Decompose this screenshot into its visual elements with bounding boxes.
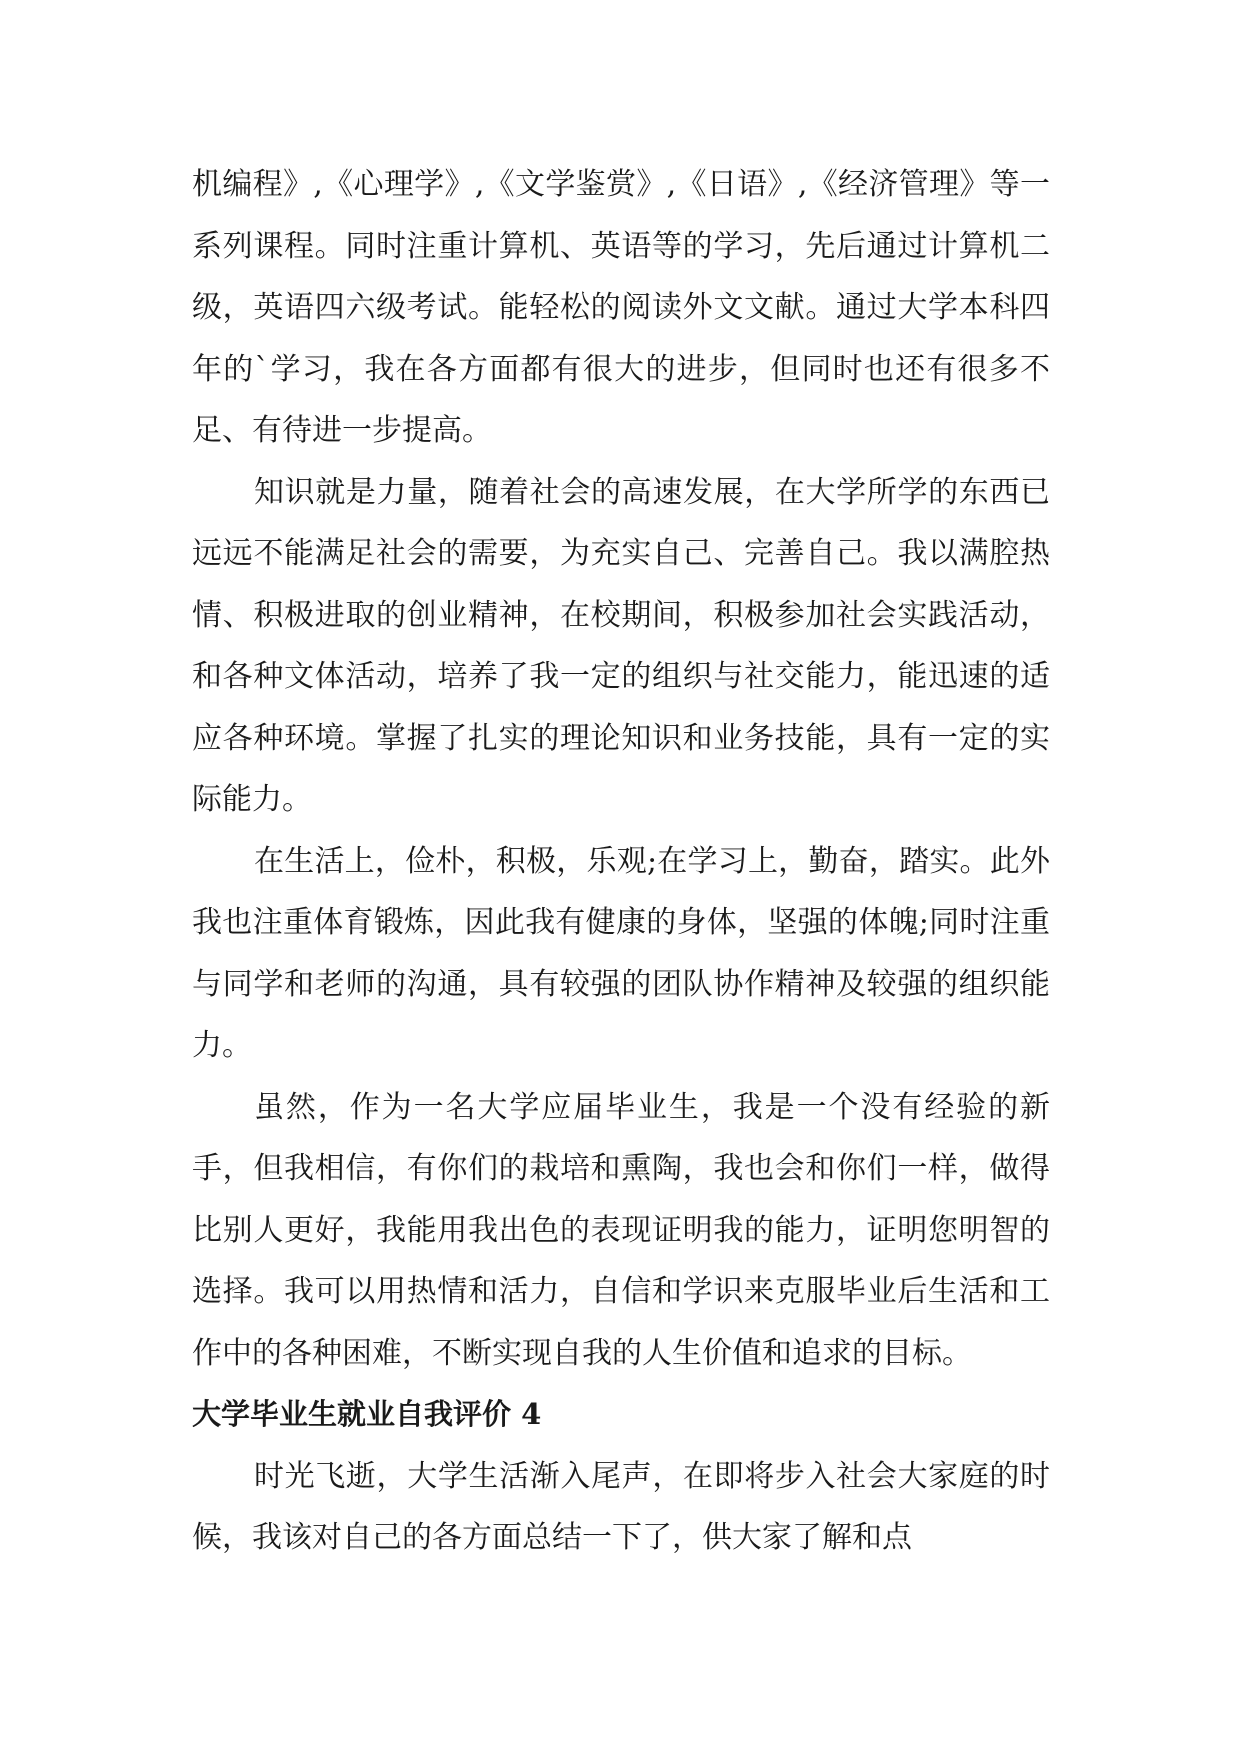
paragraph-graduate: 虽然，作为一名大学应届毕业生，我是一个没有经验的新手，但我相信，有你们的栽培和熏陶，我也会和你们一样，做得比别人更好，我能用我出色的表现证明我的能力，证明您明智的选择。我可以用热情和活力，自信和学识来克服毕业后生活和工作中的各种困难，不断实现自我的人生价值和追求的目标。 [192, 1089, 1050, 1371]
paragraph-knowledge: 知识就是力量，随着社会的高速发展，在大学所学的东西已远远不能满足社会的需要，为充实自己、完善自己。我以满腔热情、积极进取的创业精神，在校期间，积极参加社会实践活动，和各种文体活动，培养了我一定的组织与社交能力，能迅速的适应各种环境。掌握了扎实的理论知识和业务技能，具有一定的实际能力。 [192, 474, 1050, 817]
section-heading: 大学毕业生就业自我评价 4 [192, 1397, 542, 1431]
paragraph-life: 在生活上，俭朴，积极，乐观;在学习上，勤奋，踏实。此外我也注重体育锻炼，因此我有健康的身体，坚强的体魄;同时注重与同学和老师的沟通，具有较强的团队协作精神及较强的组织能力。 [192, 843, 1050, 1063]
document-body [192, 154, 1050, 1569]
paragraph-time-flies: 时光飞逝，大学生活渐入尾声，在即将步入社会大家庭的时候，我该对自己的各方面总结一下了，供大家了解和点 [192, 1458, 1050, 1555]
paragraph-continuation: 机编程》,《心理学》,《文学鉴赏》,《日语》,《经济管理》等一系列课程。同时注重计算机、英语等的学习，先后通过计算机二级，英语四六级考试。能轻松的阅读外文文献。通过大学本科四年的`学习，我在各方面都有很大的进步，但同时也还有很多不足、有待进一步提高。 [192, 167, 1050, 448]
